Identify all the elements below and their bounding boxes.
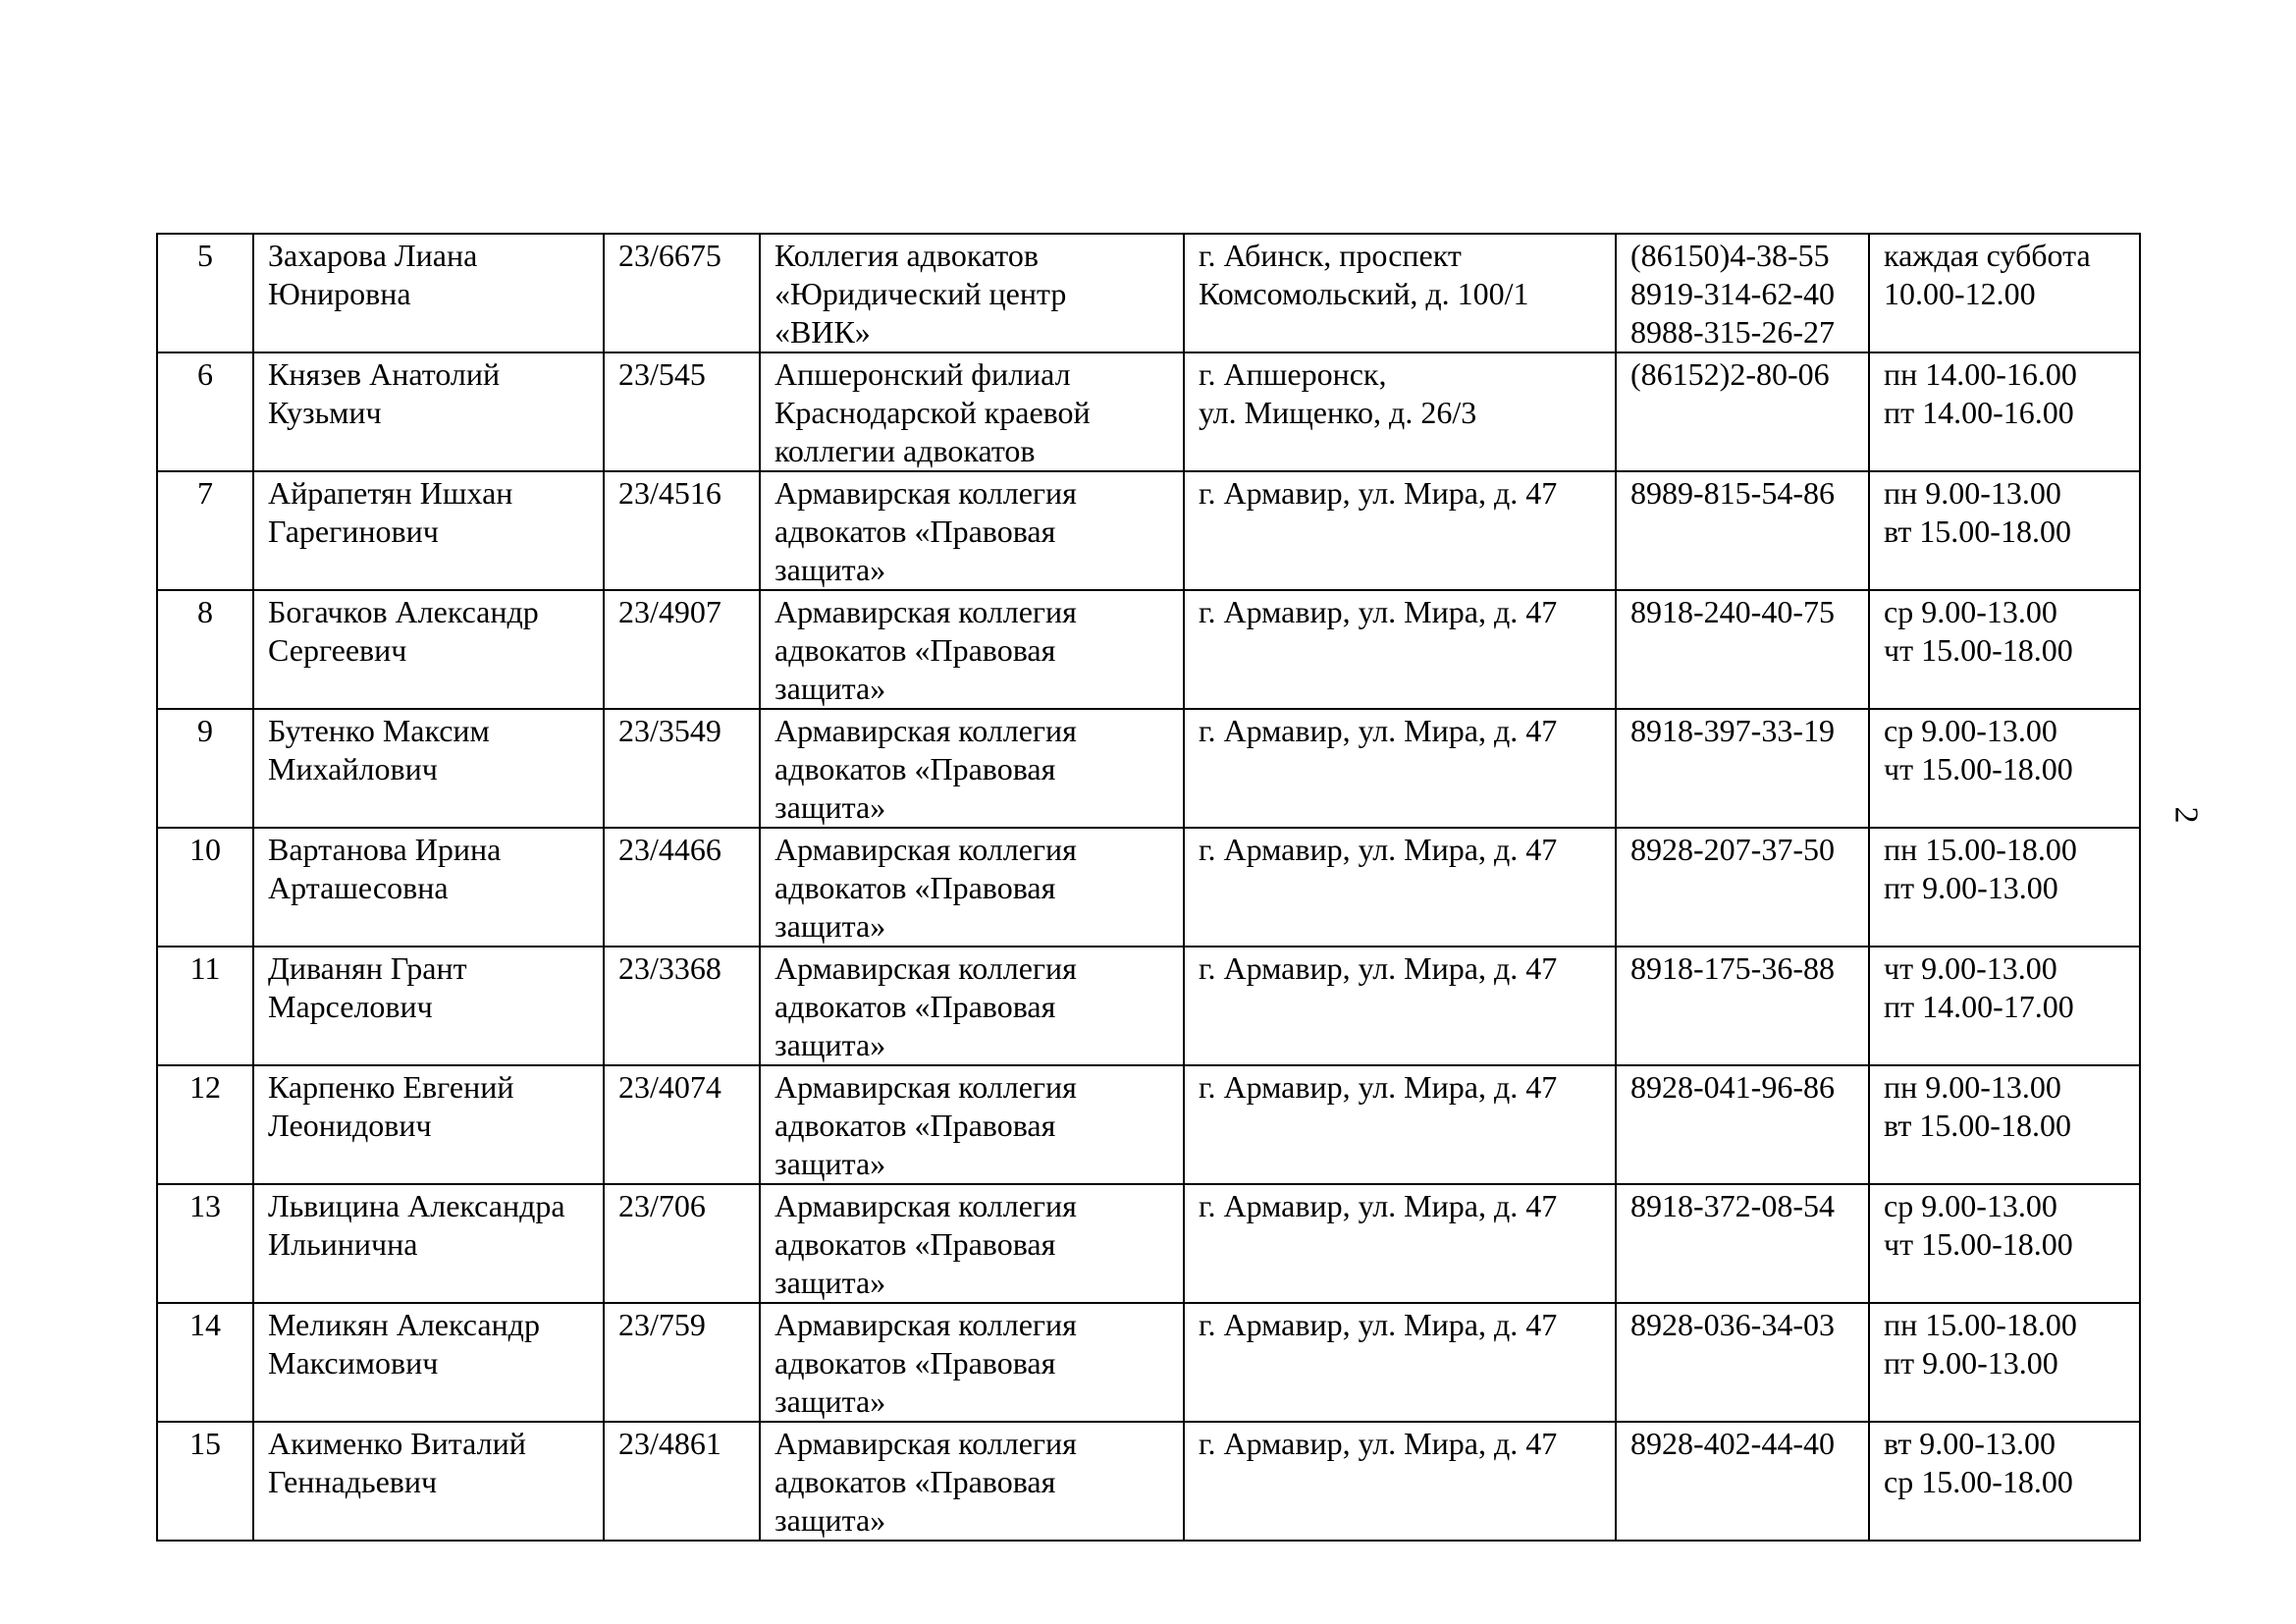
table-body <box>157 234 2140 1541</box>
table-row <box>157 1422 2140 1541</box>
address: г. Армавир, ул. Мира, д. 47 <box>1184 590 1616 709</box>
row-number: 15 <box>157 1422 253 1541</box>
table-row <box>157 471 2140 590</box>
row-number: 5 <box>157 234 253 352</box>
row-number: 8 <box>157 590 253 709</box>
lawyer-name: Меликян Александр Максимович <box>253 1303 604 1422</box>
organization: Армавирская коллегия адвокатов «Правовая защита» <box>760 1065 1184 1184</box>
phone: (86152)2-80-06 <box>1616 352 1869 471</box>
registry-number: 23/3549 <box>604 709 760 828</box>
schedule: ср 9.00-13.00 чт 15.00-18.00 <box>1869 709 2140 828</box>
lawyer-name: Акименко Виталий Геннадьевич <box>253 1422 604 1541</box>
lawyer-name: Вартанова Ирина Арташесовна <box>253 828 604 947</box>
organization: Армавирская коллегия адвокатов «Правовая защита» <box>760 828 1184 947</box>
table-row <box>157 1184 2140 1303</box>
table-row <box>157 828 2140 947</box>
row-number: 10 <box>157 828 253 947</box>
lawyer-name: Диванян Грант Марселович <box>253 947 604 1065</box>
phone: 8928-036-34-03 <box>1616 1303 1869 1422</box>
lawyer-name: Львицина Александра Ильинична <box>253 1184 604 1303</box>
row-number: 12 <box>157 1065 253 1184</box>
schedule: пн 9.00-13.00 вт 15.00-18.00 <box>1869 471 2140 590</box>
phone: 8928-402-44-40 <box>1616 1422 1869 1541</box>
phone: (86150)4-38-55 8919-314-62-40 8988-315-26-27 <box>1616 234 1869 352</box>
organization: Армавирская коллегия адвокатов «Правовая защита» <box>760 1303 1184 1422</box>
row-number: 14 <box>157 1303 253 1422</box>
address: г. Армавир, ул. Мира, д. 47 <box>1184 828 1616 947</box>
registry-number: 23/4907 <box>604 590 760 709</box>
address: г. Армавир, ул. Мира, д. 47 <box>1184 1303 1616 1422</box>
schedule: пн 9.00-13.00 вт 15.00-18.00 <box>1869 1065 2140 1184</box>
registry-number: 23/4516 <box>604 471 760 590</box>
lawyers-table <box>156 233 2141 1542</box>
lawyer-name: Князев Анатолий Кузьмич <box>253 352 604 471</box>
address: г. Армавир, ул. Мира, д. 47 <box>1184 947 1616 1065</box>
table-row <box>157 590 2140 709</box>
table-row <box>157 709 2140 828</box>
row-number: 7 <box>157 471 253 590</box>
row-number: 6 <box>157 352 253 471</box>
schedule: чт 9.00-13.00 пт 14.00-17.00 <box>1869 947 2140 1065</box>
address: г. Армавир, ул. Мира, д. 47 <box>1184 1184 1616 1303</box>
table-row <box>157 234 2140 352</box>
registry-number: 23/545 <box>604 352 760 471</box>
registry-number: 23/3368 <box>604 947 760 1065</box>
address: г. Армавир, ул. Мира, д. 47 <box>1184 1422 1616 1541</box>
row-number: 9 <box>157 709 253 828</box>
registry-number: 23/6675 <box>604 234 760 352</box>
organization: Армавирская коллегия адвокатов «Правовая защита» <box>760 471 1184 590</box>
phone: 8918-397-33-19 <box>1616 709 1869 828</box>
address: г. Апшеронск, ул. Мищенко, д. 26/3 <box>1184 352 1616 471</box>
phone: 8928-041-96-86 <box>1616 1065 1869 1184</box>
schedule: каждая суббота 10.00-12.00 <box>1869 234 2140 352</box>
schedule: вт 9.00-13.00 ср 15.00-18.00 <box>1869 1422 2140 1541</box>
organization: Армавирская коллегия адвокатов «Правовая защита» <box>760 590 1184 709</box>
lawyer-name: Захарова Лиана Юнировна <box>253 234 604 352</box>
phone: 8918-372-08-54 <box>1616 1184 1869 1303</box>
phone: 8918-240-40-75 <box>1616 590 1869 709</box>
organization: Армавирская коллегия адвокатов «Правовая защита» <box>760 1184 1184 1303</box>
schedule: ср 9.00-13.00 чт 15.00-18.00 <box>1869 590 2140 709</box>
lawyer-name: Бутенко Максим Михайлович <box>253 709 604 828</box>
schedule: пн 15.00-18.00 пт 9.00-13.00 <box>1869 1303 2140 1422</box>
registry-number: 23/706 <box>604 1184 760 1303</box>
schedule: пн 15.00-18.00 пт 9.00-13.00 <box>1869 828 2140 947</box>
address: г. Армавир, ул. Мира, д. 47 <box>1184 1065 1616 1184</box>
registry-number: 23/4466 <box>604 828 760 947</box>
row-number: 11 <box>157 947 253 1065</box>
schedule: пн 14.00-16.00 пт 14.00-16.00 <box>1869 352 2140 471</box>
registry-number: 23/4074 <box>604 1065 760 1184</box>
table-row <box>157 947 2140 1065</box>
row-number: 13 <box>157 1184 253 1303</box>
table-row <box>157 1065 2140 1184</box>
lawyer-name: Айрапетян Ишхан Гарегинович <box>253 471 604 590</box>
lawyer-name: Карпенко Евгений Леонидович <box>253 1065 604 1184</box>
address: г. Абинск, проспект Комсомольский, д. 100/1 <box>1184 234 1616 352</box>
address: г. Армавир, ул. Мира, д. 47 <box>1184 709 1616 828</box>
table-row <box>157 1303 2140 1422</box>
organization: Апшеронский филиал Краснодарской краевой коллегии адвокатов <box>760 352 1184 471</box>
table-row <box>157 352 2140 471</box>
registry-number: 23/4861 <box>604 1422 760 1541</box>
organization: Армавирская коллегия адвокатов «Правовая защита» <box>760 709 1184 828</box>
address: г. Армавир, ул. Мира, д. 47 <box>1184 471 1616 590</box>
phone: 8928-207-37-50 <box>1616 828 1869 947</box>
organization: Коллегия адвокатов «Юридический центр «ВИК» <box>760 234 1184 352</box>
phone: 8989-815-54-86 <box>1616 471 1869 590</box>
registry-number: 23/759 <box>604 1303 760 1422</box>
page-number: 2 <box>2167 806 2205 824</box>
schedule: ср 9.00-13.00 чт 15.00-18.00 <box>1869 1184 2140 1303</box>
phone: 8918-175-36-88 <box>1616 947 1869 1065</box>
organization: Армавирская коллегия адвокатов «Правовая защита» <box>760 947 1184 1065</box>
organization: Армавирская коллегия адвокатов «Правовая защита» <box>760 1422 1184 1541</box>
lawyer-name: Богачков Александр Сергеевич <box>253 590 604 709</box>
